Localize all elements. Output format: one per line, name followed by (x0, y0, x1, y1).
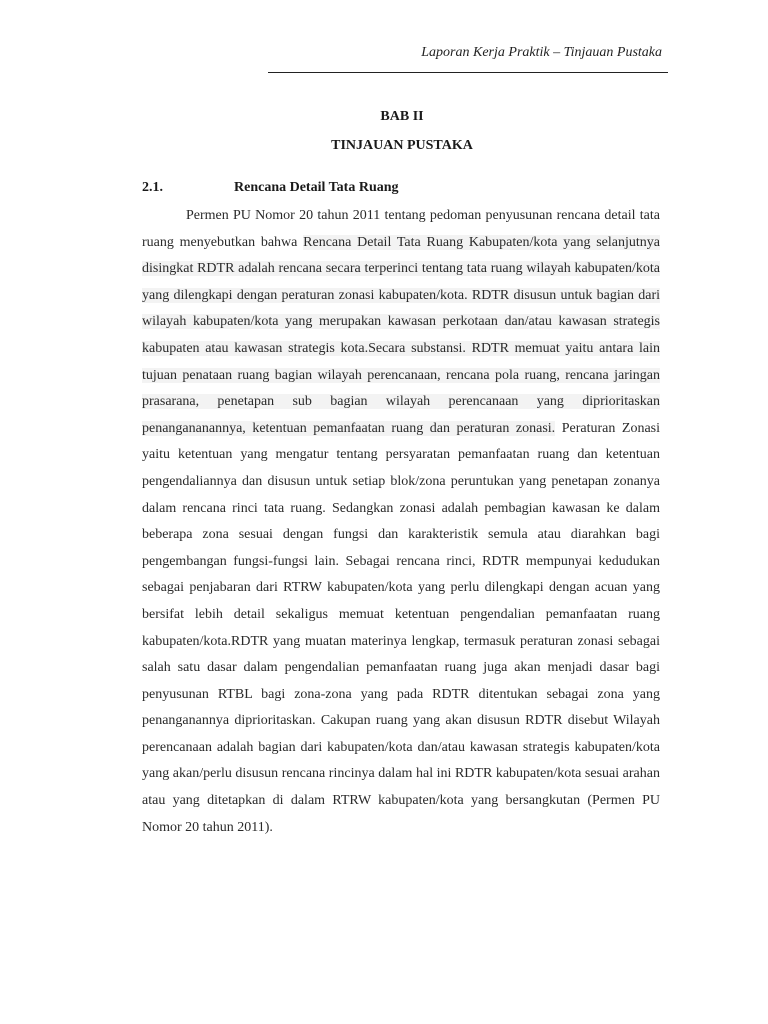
running-header-title: Laporan Kerja Praktik – Tinjauan Pustaka (421, 45, 662, 60)
header-rule (268, 72, 668, 73)
section-heading (142, 180, 399, 196)
paragraph-lead: Permen PU Nomor 20 tahun 2011 tentang pedoman penyusunan rencana detail tata ruang menyebutkan bahwa (142, 208, 660, 250)
chapter-title: TINJAUAN PUSTAKA (331, 138, 473, 153)
chapter-number: BAB II (380, 109, 424, 124)
paragraph-highlighted-text: Rencana Detail Tata Ruang Kabupaten/kota yang selanjutnya disingkat RDTR adalah rencana secara terperinci tentang tata ruang wilayah kabupaten/kota yang dilengkapi dengan peraturan zonasi kabupaten/kota. RDTR disusun untuk bagian dari wilayah kabupaten/kota yang merupakan kawasan perkotaan dan/atau kawasan strategis kabupaten atau kawasan strategis kota.Secara substansi. RDTR memuat yaitu antara lain tujuan penataan ruang bagian wilayah perencanaan, rencana pola ruang, rencana jaringan prasarana, penetapan sub bagian wilayah perencanaan yang diprioritaskan penangananannya, ketentuan pemanfaatan ruang dan peraturan zonasi. (142, 234, 660, 436)
body-paragraph (142, 203, 660, 841)
section-title: Rencana Detail Tata Ruang (234, 180, 399, 195)
section-number: 2.1. (142, 180, 163, 195)
paragraph-rest: Peraturan Zonasi yaitu ketentuan yang mengatur tentang persyaratan pemanfaatan ruang dan ketentuan pengendaliannya dan disusun untuk setiap blok/zona peruntukan yang penetapan zonanya dalam rencana rinci tata ruang. Sedangkan zonasi adalah pembagian kawasan ke dalam beberapa zona sesuai dengan fungsi dan karakteristik semula atau diarahkan bagi pengembangan fungsi-fungsi lain. Sebagai rencana rinci, RDTR mempunyai kedudukan sebagai penjabaran dari RTRW kabupaten/kota yang perlu dilengkapi dengan acuan yang bersifat lebih detail sekaligus memuat ketentuan pengendalian pemanfaatan ruang kabupaten/kota.RDTR yang muatan materinya lengkap, termasuk peraturan zonasi sebagai salah satu dasar dalam pengendalian pemanfaatan ruang juga akan menjadi dasar bagi penyusunan RTBL bagi zona-zona yang pada RDTR ditentukan sebagai zona yang penanganannya diprioritaskan. Cakupan ruang yang akan disusun RDTR disebut Wilayah perencanaan adalah bagian dari kabupaten/kota dan/atau kawasan strategis kabupaten/kota yang akan/perlu disusun rencana rincinya dalam hal ini RDTR kabupaten/kota sesuai arahan atau yang ditetapkan di dalam RTRW kabupaten/kota yang bersangkutan (Permen PU Nomor 20 tahun 2011). (142, 420, 660, 835)
